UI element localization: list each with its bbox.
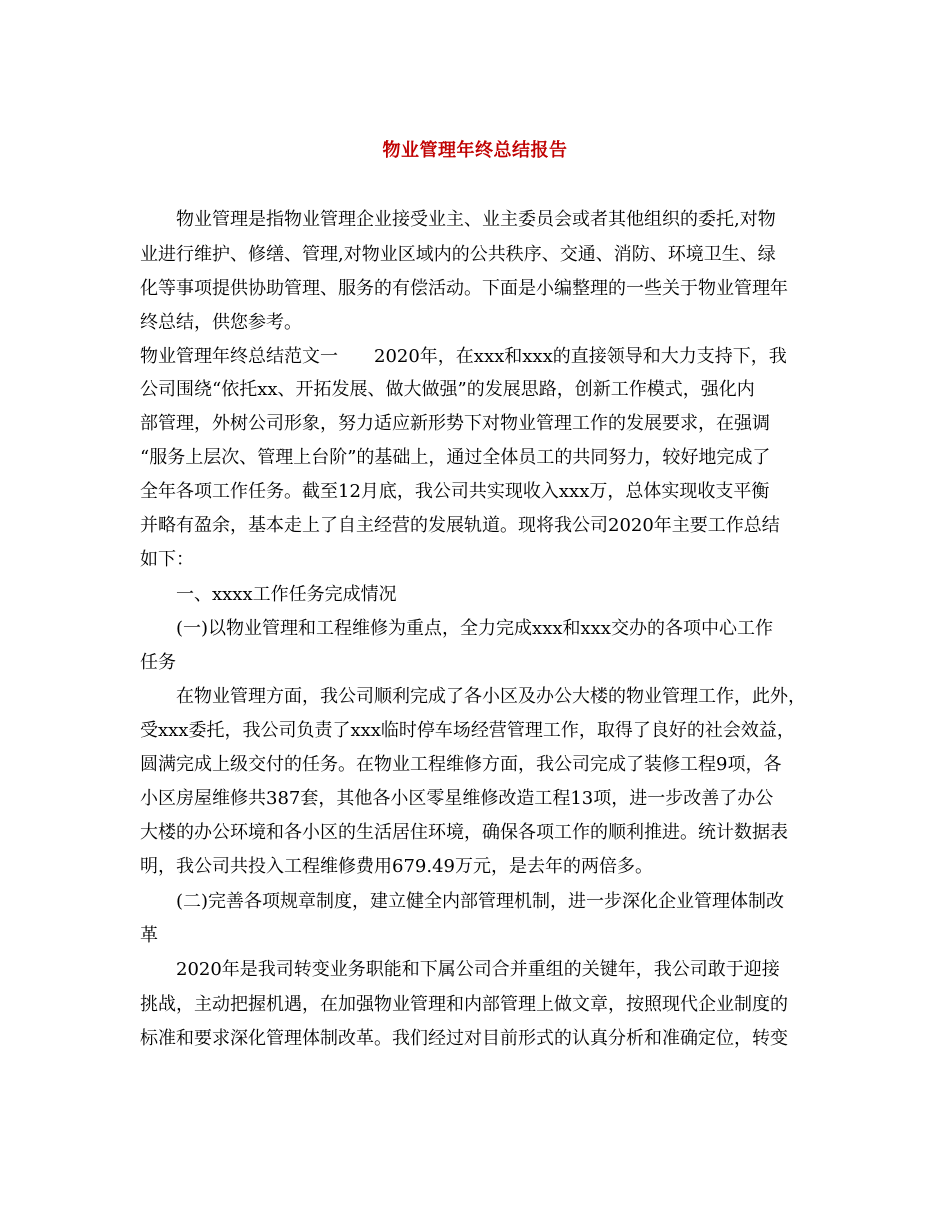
paragraph-line: 物业管理是指物业管理企业接受业主、业主委员会或者其他组织的委托,对物 [176, 209, 776, 230]
paragraph-line: 大楼的办公环境和各小区的生活居住环境，确保各项工作的顺利推进。统计数据表 [140, 822, 788, 843]
paragraph-line: 全年各项工作任务。截至12月底，我公司共实现收入xxx万，总体实现收支平衡 [140, 481, 770, 502]
paragraph-line: 部管理，外树公司形象，努力适应新形势下对物业管理工作的发展要求，在强调 [140, 413, 770, 434]
paragraph-line: 小区房屋维修共387套，其他各小区零星维修改造工程13项，进一步改善了办公 [140, 788, 774, 809]
document-title: 物业管理年终总结报告 [382, 140, 568, 161]
section-heading: 一、xxxx工作任务完成情况 [176, 584, 397, 605]
paragraph-line: 业进行维护、修缮、管理,对物业区域内的公共秩序、交通、消防、环境卫生、绿 [140, 244, 776, 265]
paragraph-line: 化等事项提供协助管理、服务的有偿活动。下面是小编整理的一些关于物业管理年 [140, 278, 788, 299]
paragraph-line: “服务上层次、管理上台阶”的基础上，通过全体员工的共同努力，较好地完成了 [140, 447, 771, 468]
paragraph-line: 明，我公司共投入工程维修费用679.49万元，是去年的两倍多。 [140, 856, 653, 877]
paragraph-line: 2020年是我司转变业务职能和下属公司合并重组的关键年，我公司敢于迎接 [176, 959, 780, 980]
paragraph-line: 挑战，主动把握机遇，在加强物业管理和内部管理上做文章，按照现代企业制度的 [140, 994, 788, 1015]
paragraph-line: 在物业管理方面，我公司顺利完成了各小区及办公大楼的物业管理工作，此外， [176, 686, 806, 707]
paragraph-line: 受xxx委托，我公司负责了xxx临时停车场经营管理工作，取得了良好的社会效益， [140, 720, 795, 741]
paragraph-line: 并略有盈余，基本走上了自主经营的发展轨道。现将我公司2020年主要工作总结 [140, 515, 780, 536]
paragraph-line: 标准和要求深化管理体制改革。我们经过对目前形式的认真分析和准确定位，转变 [140, 1028, 788, 1049]
paragraph-line: 终总结，供您参考。 [140, 312, 302, 333]
subsection-heading: 革 [140, 925, 158, 946]
paragraph-line: 圆满完成上级交付的任务。在物业工程维修方面，我公司完成了装修工程9项，各 [140, 754, 782, 775]
subsection-heading: (一)以物业管理和工程维修为重点，全力完成xxx和xxx交办的各项中心工作 [176, 618, 773, 639]
paragraph-line: 公司围绕“依托xx、开拓发展、做大做强”的发展思路，创新工作模式，强化内 [140, 379, 755, 400]
paragraph-line: 物业管理年终总结范文一 2020年，在xxx和xxx的直接领导和大力支持下，我 [140, 346, 787, 367]
subsection-heading: (二)完善各项规章制度，建立健全内部管理机制，进一步深化企业管理体制改 [176, 891, 785, 912]
paragraph-line: 如下： [140, 549, 194, 570]
subsection-heading: 任务 [140, 652, 176, 673]
